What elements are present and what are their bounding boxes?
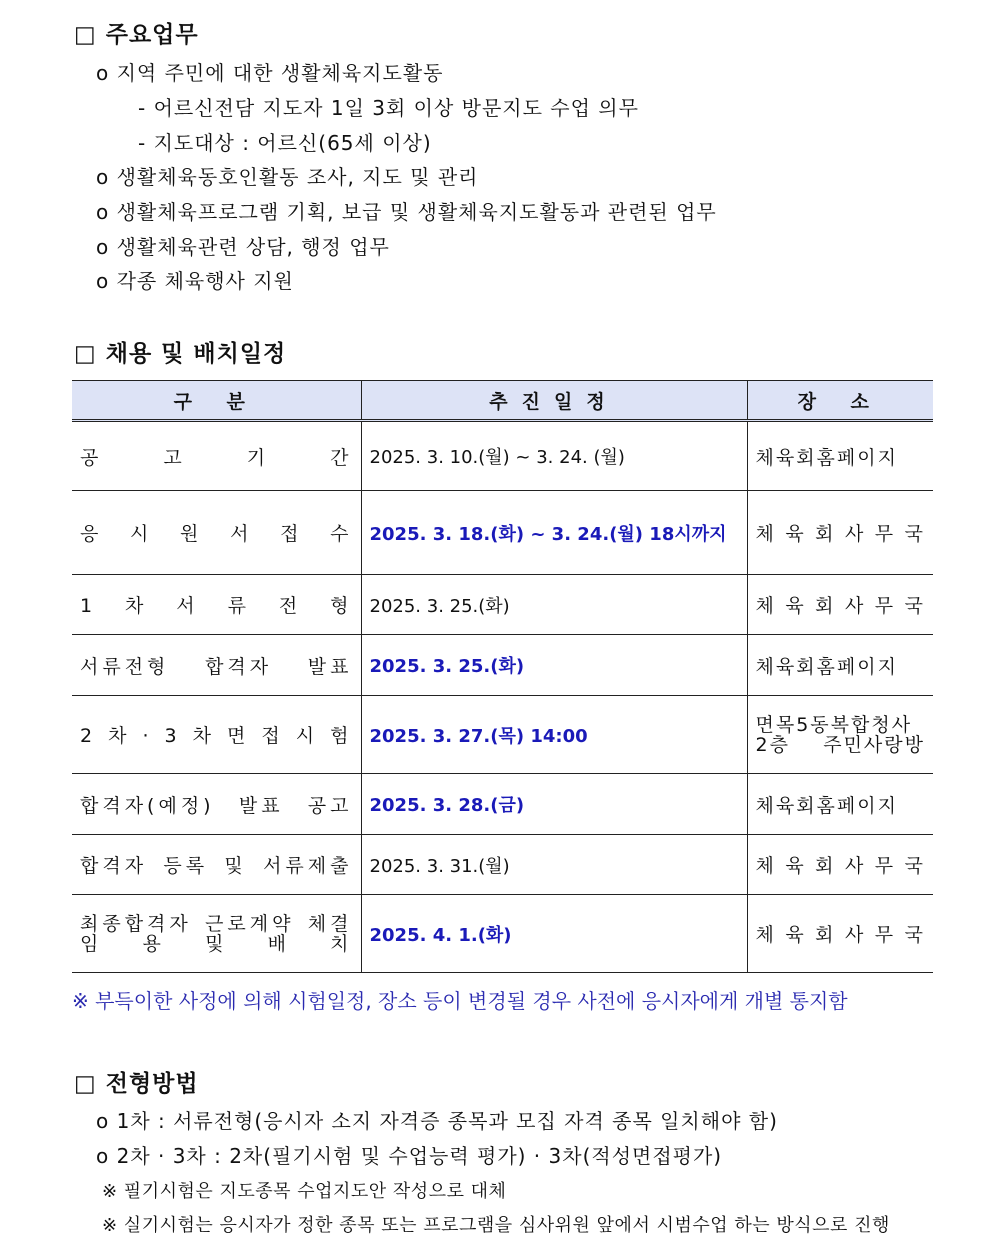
row-place: 체 육 회 사 무 국	[747, 491, 933, 575]
duty-item: o 생활체육동호인활동 조사, 지도 및 관리	[96, 165, 479, 189]
row-date: 2025. 4. 1.(화)	[361, 895, 747, 973]
duties-title: □ 주요업무	[74, 22, 199, 48]
table-row	[72, 635, 933, 696]
duty-item: o 각종 체육행사 지원	[96, 269, 294, 293]
row-place-line1: 면목5동복합청사	[755, 713, 913, 736]
table-row	[72, 835, 933, 895]
row-place: 체 육 회 사 무 국	[747, 835, 933, 895]
row-category-line2: 임 용 및 배 치	[80, 932, 353, 955]
method-note: ※ 필기시험은 지도종목 수업지도안 작성으로 대체	[102, 1181, 507, 1202]
duty-item: o 생활체육프로그램 기획, 보급 및 생활체육지도활동과 관련된 업무	[96, 200, 717, 224]
row-category: 합격자(예정) 발표 공고	[72, 774, 361, 835]
row-date: 2025. 3. 25.(화)	[361, 635, 747, 696]
table-row	[72, 895, 933, 973]
duty-subitem: - 어르신전담 지도자 1일 3회 이상 방문지도 수업 의무	[138, 96, 639, 120]
row-category: 1 차 서 류 전 형	[72, 575, 361, 635]
row-category: 공 고 기 간	[72, 421, 361, 491]
header-place: 장 소	[747, 381, 933, 421]
table-row	[72, 491, 933, 575]
row-category: 합격자 등록 및 서류제출	[72, 835, 361, 895]
row-category	[72, 895, 361, 973]
header-date: 추진일정	[361, 381, 747, 421]
table-row	[72, 575, 933, 635]
row-date: 2025. 3. 28.(금)	[361, 774, 747, 835]
row-date: 2025. 3. 27.(목) 14:00	[361, 696, 747, 774]
row-category: 응 시 원 서 접 수	[72, 491, 361, 575]
duty-item: o 생활체육관련 상담, 행정 업무	[96, 235, 390, 259]
row-place	[747, 696, 933, 774]
row-date: 2025. 3. 10.(월) ~ 3. 24. (월)	[361, 421, 747, 491]
row-date: 2025. 3. 31.(월)	[361, 835, 747, 895]
row-date: 2025. 3. 18.(화) ~ 3. 24.(월) 18시까지	[361, 491, 747, 575]
row-category: 2 차 · 3 차 면 접 시 험	[72, 696, 361, 774]
method-item: o 1차 : 서류전형(응시자 소지 자격증 종목과 모집 자격 종목 일치해야 함)	[96, 1109, 778, 1133]
method-title: □ 전형방법	[74, 1071, 199, 1097]
table-row	[72, 696, 933, 774]
table-row	[72, 421, 933, 491]
header-category: 구 분	[72, 381, 361, 421]
duty-item: o 지역 주민에 대한 생활체육지도활동	[96, 61, 444, 85]
row-category: 서류전형 합격자 발표	[72, 635, 361, 696]
row-place-line2: 2층 주민사랑방	[755, 733, 925, 756]
row-place: 체육회홈페이지	[747, 421, 933, 491]
schedule-title: □ 채용 및 배치일정	[74, 341, 287, 367]
table-header-row	[72, 381, 933, 421]
schedule-table	[72, 380, 933, 973]
table-row	[72, 774, 933, 835]
row-place: 체 육 회 사 무 국	[747, 895, 933, 973]
method-note: ※ 실기시험는 응시자가 정한 종목 또는 프로그램을 심사위원 앞에서 시범수업 하는 방식으로 진행	[102, 1215, 890, 1236]
row-place: 체 육 회 사 무 국	[747, 575, 933, 635]
schedule-notice: ※ 부득이한 사정에 의해 시험일정, 장소 등이 변경될 경우 사전에 응시자에게 개별 통지함	[72, 989, 848, 1013]
row-place: 체육회홈페이지	[747, 635, 933, 696]
row-place: 체육회홈페이지	[747, 774, 933, 835]
duty-subitem: - 지도대상 : 어르신(65세 이상)	[138, 131, 432, 155]
method-item: o 2차 · 3차 : 2차(필기시험 및 수업능력 평가) · 3차(적성면접평가)	[96, 1144, 723, 1168]
row-category-line1: 최종합격자 근로계약 체결	[80, 912, 353, 935]
row-date: 2025. 3. 25.(화)	[361, 575, 747, 635]
